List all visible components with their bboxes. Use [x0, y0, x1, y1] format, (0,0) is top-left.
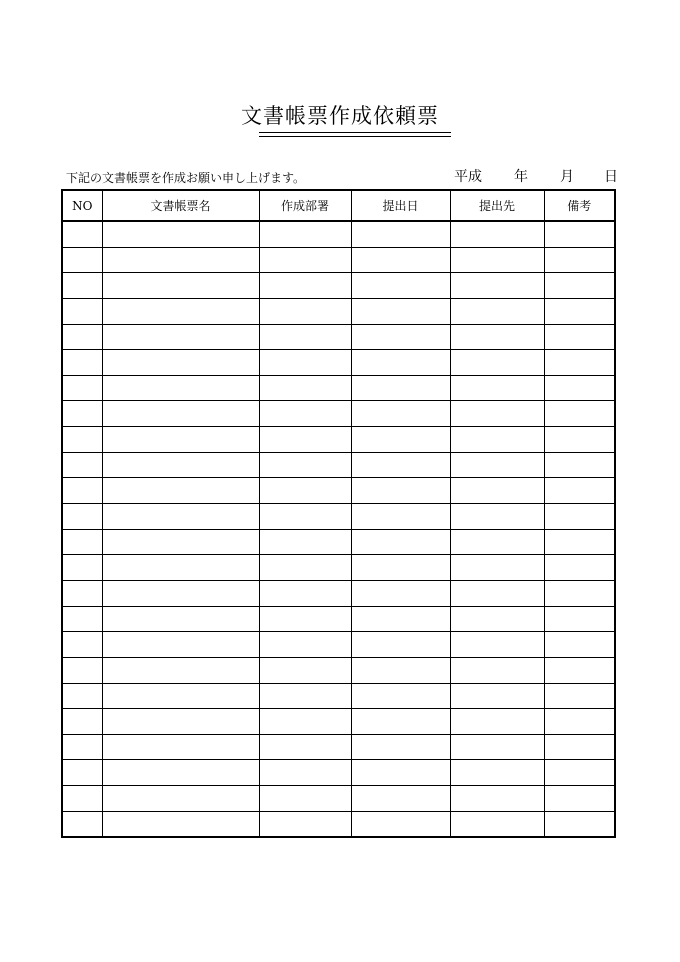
- cell-no[interactable]: [62, 811, 102, 837]
- cell-submit-to[interactable]: [450, 478, 544, 504]
- cell-submit-to[interactable]: [450, 734, 544, 760]
- cell-submit-to[interactable]: [450, 452, 544, 478]
- cell-document-name[interactable]: [102, 247, 259, 273]
- cell-submit-date[interactable]: [351, 555, 450, 581]
- cell-department[interactable]: [259, 529, 351, 555]
- table-row: [62, 683, 615, 709]
- cell-submit-date[interactable]: [351, 324, 450, 350]
- cell-submit-to[interactable]: [450, 786, 544, 812]
- cell-department[interactable]: [259, 657, 351, 683]
- cell-remarks[interactable]: [544, 273, 615, 299]
- cell-submit-date[interactable]: [351, 247, 450, 273]
- cell-submit-date[interactable]: [351, 273, 450, 299]
- column-header-submit-to: 提出先: [450, 190, 544, 221]
- cell-no[interactable]: [62, 760, 102, 786]
- cell-remarks[interactable]: [544, 786, 615, 812]
- cell-department[interactable]: [259, 324, 351, 350]
- table-row: [62, 760, 615, 786]
- table-body: [62, 221, 615, 837]
- date-day: 日: [604, 169, 618, 185]
- cell-submit-to[interactable]: [450, 427, 544, 453]
- cell-submit-to[interactable]: [450, 273, 544, 299]
- cell-remarks[interactable]: [544, 555, 615, 581]
- cell-remarks[interactable]: [544, 427, 615, 453]
- cell-document-name[interactable]: [102, 657, 259, 683]
- cell-no[interactable]: [62, 734, 102, 760]
- cell-remarks[interactable]: [544, 580, 615, 606]
- cell-no[interactable]: [62, 375, 102, 401]
- cell-remarks[interactable]: [544, 632, 615, 658]
- cell-document-name[interactable]: [102, 221, 259, 247]
- column-header-submit-date: 提出日: [351, 190, 450, 221]
- cell-submit-to[interactable]: [450, 350, 544, 376]
- cell-document-name[interactable]: [102, 401, 259, 427]
- cell-document-name[interactable]: [102, 375, 259, 401]
- table-row: [62, 452, 615, 478]
- cell-remarks[interactable]: [544, 221, 615, 247]
- cell-submit-to[interactable]: [450, 298, 544, 324]
- table-row: [62, 401, 615, 427]
- table-row: [62, 298, 615, 324]
- cell-document-name[interactable]: [102, 555, 259, 581]
- column-header-document-name: 文書帳票名: [102, 190, 259, 221]
- cell-department[interactable]: [259, 427, 351, 453]
- cell-department[interactable]: [259, 375, 351, 401]
- document-title: 文書帳票作成依頼票: [241, 104, 439, 128]
- table-row: [62, 734, 615, 760]
- cell-department[interactable]: [259, 734, 351, 760]
- cell-submit-date[interactable]: [351, 709, 450, 735]
- cell-no[interactable]: [62, 606, 102, 632]
- table-row: [62, 709, 615, 735]
- cell-no[interactable]: [62, 324, 102, 350]
- cell-submit-to[interactable]: [450, 760, 544, 786]
- cell-no[interactable]: [62, 683, 102, 709]
- cell-submit-date[interactable]: [351, 734, 450, 760]
- table-row: [62, 273, 615, 299]
- cell-remarks[interactable]: [544, 657, 615, 683]
- cell-no[interactable]: [62, 786, 102, 812]
- table-row: [62, 786, 615, 812]
- cell-submit-to[interactable]: [450, 324, 544, 350]
- cell-submit-date[interactable]: [351, 683, 450, 709]
- request-text: 下記の文書帳票を作成お願い申し上げます。: [66, 171, 306, 185]
- table-row: [62, 811, 615, 837]
- title-underline-bottom: [259, 136, 451, 137]
- cell-submit-date[interactable]: [351, 427, 450, 453]
- cell-submit-date[interactable]: [351, 452, 450, 478]
- cell-remarks[interactable]: [544, 350, 615, 376]
- cell-remarks[interactable]: [544, 811, 615, 837]
- column-header-no: NO: [62, 190, 102, 221]
- cell-document-name[interactable]: [102, 324, 259, 350]
- cell-document-name[interactable]: [102, 734, 259, 760]
- cell-no[interactable]: [62, 632, 102, 658]
- cell-department[interactable]: [259, 606, 351, 632]
- cell-submit-to[interactable]: [450, 811, 544, 837]
- table-row: [62, 657, 615, 683]
- cell-no[interactable]: [62, 273, 102, 299]
- cell-no[interactable]: [62, 555, 102, 581]
- cell-department[interactable]: [259, 504, 351, 530]
- cell-department[interactable]: [259, 709, 351, 735]
- date-month: 月: [560, 169, 574, 185]
- table-row: [62, 529, 615, 555]
- cell-department[interactable]: [259, 555, 351, 581]
- cell-document-name[interactable]: [102, 350, 259, 376]
- cell-department[interactable]: [259, 760, 351, 786]
- cell-no[interactable]: [62, 657, 102, 683]
- cell-submit-to[interactable]: [450, 709, 544, 735]
- cell-no[interactable]: [62, 350, 102, 376]
- cell-remarks[interactable]: [544, 760, 615, 786]
- table-row: [62, 427, 615, 453]
- cell-document-name[interactable]: [102, 298, 259, 324]
- cell-submit-date[interactable]: [351, 657, 450, 683]
- cell-document-name[interactable]: [102, 529, 259, 555]
- cell-document-name[interactable]: [102, 786, 259, 812]
- cell-department[interactable]: [259, 401, 351, 427]
- cell-submit-date[interactable]: [351, 580, 450, 606]
- cell-submit-date[interactable]: [351, 221, 450, 247]
- column-header-department: 作成部署: [259, 190, 351, 221]
- cell-no[interactable]: [62, 452, 102, 478]
- cell-document-name[interactable]: [102, 427, 259, 453]
- cell-department[interactable]: [259, 221, 351, 247]
- cell-document-name[interactable]: [102, 683, 259, 709]
- table-row: [62, 221, 615, 247]
- cell-submit-to[interactable]: [450, 580, 544, 606]
- cell-no[interactable]: [62, 504, 102, 530]
- table-row: [62, 478, 615, 504]
- table-row: [62, 375, 615, 401]
- cell-document-name[interactable]: [102, 606, 259, 632]
- table-row: [62, 555, 615, 581]
- cell-document-name[interactable]: [102, 273, 259, 299]
- cell-submit-to[interactable]: [450, 657, 544, 683]
- cell-document-name[interactable]: [102, 760, 259, 786]
- cell-remarks[interactable]: [544, 504, 615, 530]
- cell-submit-to[interactable]: [450, 683, 544, 709]
- cell-document-name[interactable]: [102, 632, 259, 658]
- cell-remarks[interactable]: [544, 401, 615, 427]
- column-header-remarks: 備考: [544, 190, 615, 221]
- cell-submit-date[interactable]: [351, 786, 450, 812]
- table-row: [62, 606, 615, 632]
- cell-submit-date[interactable]: [351, 350, 450, 376]
- cell-submit-to[interactable]: [450, 529, 544, 555]
- cell-submit-to[interactable]: [450, 247, 544, 273]
- cell-remarks[interactable]: [544, 606, 615, 632]
- cell-submit-date[interactable]: [351, 401, 450, 427]
- date-year: 年: [514, 169, 528, 185]
- cell-no[interactable]: [62, 401, 102, 427]
- cell-document-name[interactable]: [102, 504, 259, 530]
- cell-department[interactable]: [259, 478, 351, 504]
- cell-submit-to[interactable]: [450, 401, 544, 427]
- cell-document-name[interactable]: [102, 709, 259, 735]
- cell-remarks[interactable]: [544, 734, 615, 760]
- table-row: [62, 350, 615, 376]
- cell-remarks[interactable]: [544, 683, 615, 709]
- cell-department[interactable]: [259, 452, 351, 478]
- cell-submit-date[interactable]: [351, 478, 450, 504]
- cell-remarks[interactable]: [544, 452, 615, 478]
- date-era: 平成: [454, 169, 482, 185]
- cell-submit-to[interactable]: [450, 504, 544, 530]
- cell-submit-to[interactable]: [450, 555, 544, 581]
- cell-no[interactable]: [62, 427, 102, 453]
- table-header-row: [62, 190, 615, 221]
- cell-department[interactable]: [259, 580, 351, 606]
- cell-document-name[interactable]: [102, 452, 259, 478]
- cell-remarks[interactable]: [544, 529, 615, 555]
- cell-remarks[interactable]: [544, 324, 615, 350]
- cell-document-name[interactable]: [102, 478, 259, 504]
- cell-department[interactable]: [259, 683, 351, 709]
- cell-submit-to[interactable]: [450, 606, 544, 632]
- cell-no[interactable]: [62, 298, 102, 324]
- cell-submit-to[interactable]: [450, 221, 544, 247]
- cell-submit-to[interactable]: [450, 375, 544, 401]
- request-table: [61, 189, 616, 838]
- cell-no[interactable]: [62, 709, 102, 735]
- cell-remarks[interactable]: [544, 375, 615, 401]
- cell-department[interactable]: [259, 632, 351, 658]
- cell-submit-date[interactable]: [351, 811, 450, 837]
- cell-document-name[interactable]: [102, 580, 259, 606]
- cell-department[interactable]: [259, 298, 351, 324]
- cell-no[interactable]: [62, 478, 102, 504]
- title-underline-top: [259, 132, 451, 133]
- cell-department[interactable]: [259, 350, 351, 376]
- cell-submit-to[interactable]: [450, 632, 544, 658]
- cell-department[interactable]: [259, 811, 351, 837]
- cell-submit-date[interactable]: [351, 375, 450, 401]
- cell-department[interactable]: [259, 247, 351, 273]
- cell-submit-date[interactable]: [351, 760, 450, 786]
- cell-document-name[interactable]: [102, 811, 259, 837]
- table-row: [62, 632, 615, 658]
- table-row: [62, 247, 615, 273]
- cell-submit-date[interactable]: [351, 298, 450, 324]
- cell-no[interactable]: [62, 221, 102, 247]
- cell-submit-date[interactable]: [351, 529, 450, 555]
- cell-submit-date[interactable]: [351, 606, 450, 632]
- cell-no[interactable]: [62, 529, 102, 555]
- cell-remarks[interactable]: [544, 298, 615, 324]
- table-row: [62, 324, 615, 350]
- cell-department[interactable]: [259, 786, 351, 812]
- table-row: [62, 580, 615, 606]
- cell-no[interactable]: [62, 580, 102, 606]
- cell-submit-date[interactable]: [351, 632, 450, 658]
- cell-department[interactable]: [259, 273, 351, 299]
- table-row: [62, 504, 615, 530]
- cell-remarks[interactable]: [544, 478, 615, 504]
- cell-remarks[interactable]: [544, 709, 615, 735]
- cell-no[interactable]: [62, 247, 102, 273]
- cell-remarks[interactable]: [544, 247, 615, 273]
- cell-submit-date[interactable]: [351, 504, 450, 530]
